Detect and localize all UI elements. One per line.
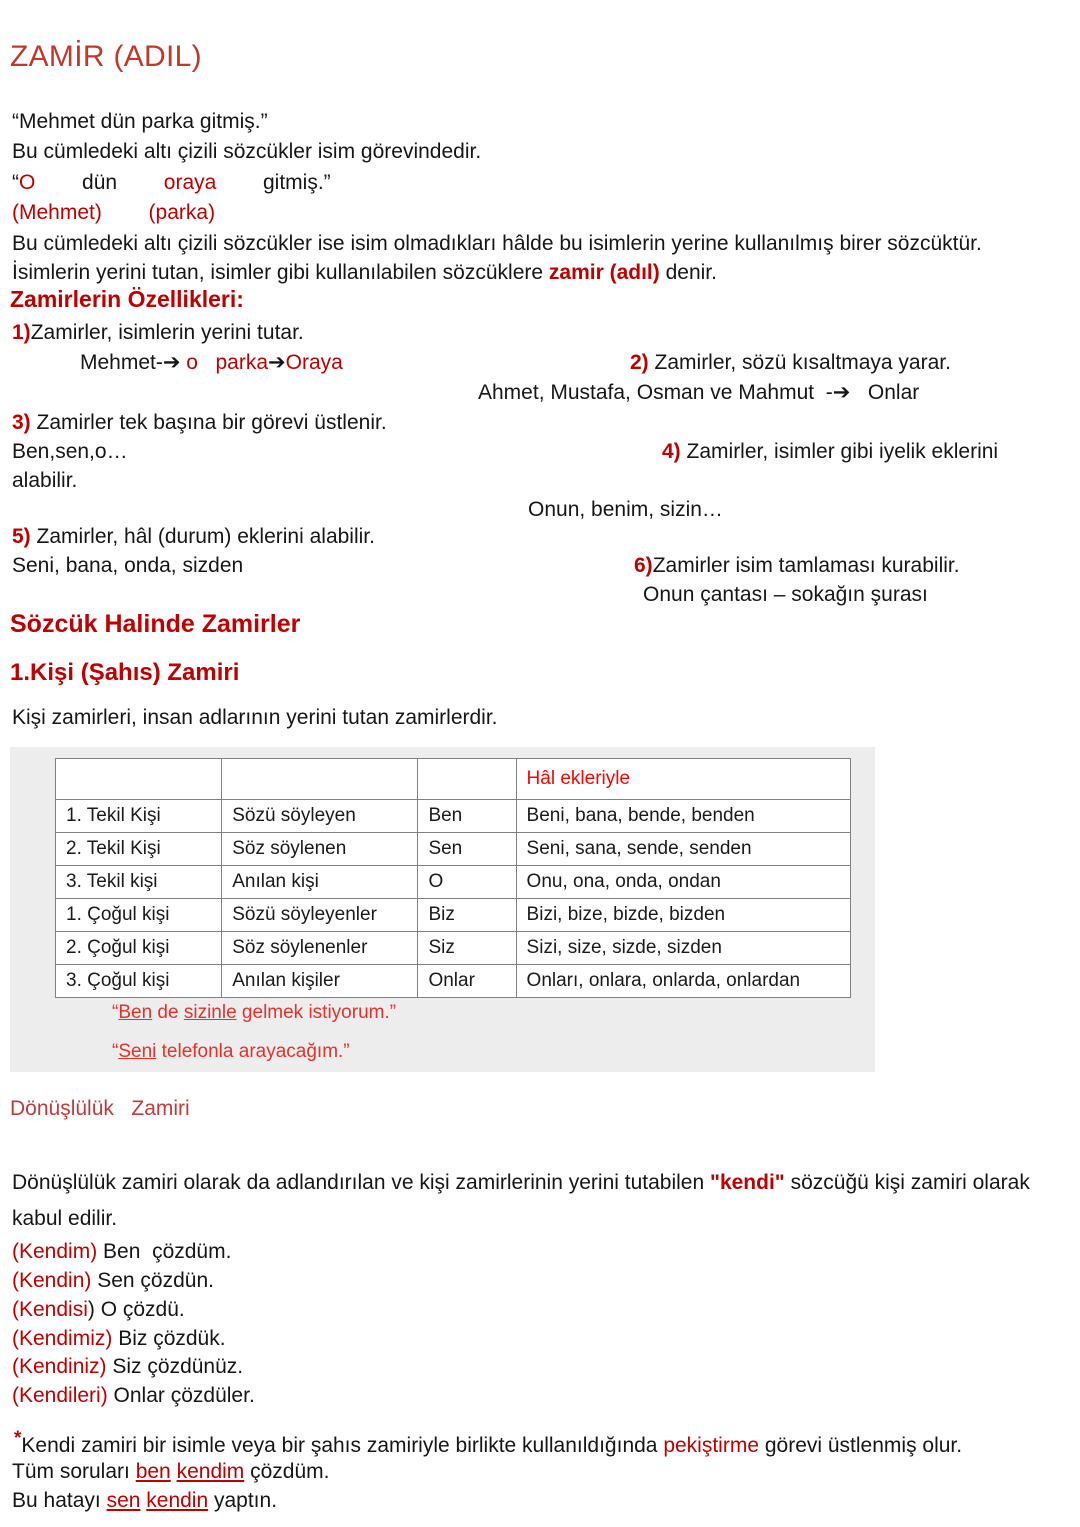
footnote-ex1-underlined-ben: ben bbox=[135, 1460, 171, 1483]
reflexive-conjugation-4 bbox=[12, 1325, 226, 1353]
property-item-3 bbox=[12, 408, 387, 437]
table-cell-pronoun: O bbox=[418, 866, 516, 899]
reflexive-form-black-2: Sen çözdün. bbox=[91, 1269, 214, 1292]
footnote-ex2-pre: Bu hatayı bbox=[12, 1489, 107, 1512]
example-1-word-oraya: Oraya bbox=[285, 351, 343, 374]
property-3-example-continued: alabilir. bbox=[12, 469, 78, 492]
table-cell-cases: Bizi, bize, bizde, bizden bbox=[516, 899, 850, 932]
footnote-ex1-post: çözdüm. bbox=[244, 1460, 330, 1483]
example-2-quote-open: “ bbox=[112, 1041, 119, 1062]
reflexive-form-black-5: Siz çözdünüz. bbox=[106, 1355, 244, 1378]
table-cell-cases: Sizi, size, sizde, sizden bbox=[516, 932, 850, 965]
intro-quote: “Mehmet dün parka gitmiş.” bbox=[12, 110, 268, 133]
heading-person-pronoun: 1.Kişi (Şahıs) Zamiri bbox=[10, 659, 240, 686]
table-header-cell-1 bbox=[56, 759, 222, 800]
source-mehmet: (Mehmet) bbox=[12, 201, 102, 224]
reflexive-paragraph-line2: kabul edilir. bbox=[12, 1207, 118, 1230]
page-title: ZAMİR (ADIL) bbox=[10, 40, 202, 73]
property-item-4 bbox=[662, 437, 998, 466]
gap-1 bbox=[35, 171, 82, 194]
arrow-right-icon-2: ➔ bbox=[268, 351, 286, 374]
property-1-text: Zamirler, isimlerin yerini tutar. bbox=[30, 321, 304, 344]
table-cell-cases: Onları, onlara, onlarda, onlardan bbox=[516, 965, 850, 998]
reflexive-form-red-3: (Kendisi bbox=[12, 1298, 88, 1321]
table-example-sentence-1 bbox=[112, 1002, 396, 1024]
footnote-example-1 bbox=[12, 1460, 330, 1484]
table-row bbox=[56, 833, 851, 866]
intro-note: Bu cümledeki altı çizili sözcükler isim görevindedir. bbox=[12, 140, 482, 163]
property-5-example: Seni, bana, onda, sizden bbox=[12, 554, 244, 577]
table-row bbox=[56, 965, 851, 998]
table-cell-definition: Sözü söyleyenler bbox=[222, 899, 418, 932]
pronoun-sentence bbox=[12, 168, 331, 197]
example-1-underlined-ben: Ben bbox=[118, 1002, 153, 1023]
gap-2 bbox=[117, 171, 164, 194]
property-3-text: Zamirler tek başına bir görevi üstlenir. bbox=[30, 411, 387, 434]
table-header-cell-2 bbox=[222, 759, 418, 800]
example-1-quote-open: “ bbox=[112, 1002, 119, 1023]
footnote-ex2-underlined-sen: sen bbox=[106, 1489, 141, 1512]
example-2-underlined-seni: Seni bbox=[118, 1041, 157, 1062]
property-5-text: Zamirler, hâl (durum) eklerini alabilir. bbox=[30, 525, 375, 548]
example-1-word-o: o parka bbox=[180, 351, 269, 374]
table-cell-person: 1. Çoğul kişi bbox=[56, 899, 222, 932]
footnote-note bbox=[14, 1428, 1064, 1458]
footnote-highlight-pekistirme: pekiştirme bbox=[663, 1434, 760, 1457]
word-dun: dün bbox=[82, 171, 118, 194]
property-item-2 bbox=[630, 348, 951, 377]
reflexive-form-black-6: Onlar çözdüler. bbox=[107, 1384, 255, 1407]
table-cell-definition: Söz söylenenler bbox=[222, 932, 418, 965]
reflexive-form-black-3: ) O çözdü. bbox=[87, 1298, 185, 1321]
pronoun-word-oraya: oraya bbox=[163, 171, 217, 194]
reflexive-para-after: sözcüğü kişi zamiri olarak bbox=[784, 1171, 1030, 1194]
reflexive-paragraph bbox=[12, 1166, 1070, 1200]
table-row bbox=[56, 800, 851, 833]
table-cell-cases: Seni, sana, sende, senden bbox=[516, 833, 850, 866]
footnote-after: görevi üstlenmiş olur. bbox=[759, 1434, 963, 1457]
example-2-rest: telefonla arayacağım.” bbox=[156, 1041, 350, 1062]
table-row bbox=[56, 866, 851, 899]
reflexive-form-black-4: Biz çözdük. bbox=[112, 1327, 226, 1350]
table-header-cell-3 bbox=[418, 759, 516, 800]
property-4-number: 4) bbox=[662, 440, 681, 463]
pronoun-table-header bbox=[56, 759, 851, 800]
arrow-right-icon: ➔ bbox=[162, 351, 181, 374]
example-1-underlined-sizinle: sizinle bbox=[183, 1002, 237, 1023]
example-1-part-1: Mehmet- bbox=[80, 351, 163, 374]
table-cell-definition: Anılan kişi bbox=[222, 866, 418, 899]
table-cell-definition: Anılan kişiler bbox=[222, 965, 418, 998]
quote-open: “ bbox=[12, 171, 19, 194]
table-cell-pronoun: Onlar bbox=[418, 965, 516, 998]
table-example-sentence-2 bbox=[112, 1041, 350, 1063]
footnote-before: Kendi zamiri bir isimle veya bir şahıs zamiriyle birlikte kullanıldığında bbox=[21, 1434, 664, 1457]
property-3-number: 3) bbox=[12, 411, 31, 434]
table-header-row bbox=[56, 759, 851, 800]
table-cell-cases: Onu, ona, onda, ondan bbox=[516, 866, 850, 899]
table-cell-pronoun: Siz bbox=[418, 932, 516, 965]
reflexive-form-black-1: Ben çözdüm. bbox=[97, 1240, 232, 1263]
property-6-example: Onun çantası – sokağın şurası bbox=[643, 583, 928, 606]
pronoun-table bbox=[55, 758, 851, 998]
property-5-number: 5) bbox=[12, 525, 31, 548]
reflexive-conjugation-2 bbox=[12, 1267, 214, 1295]
person-pronoun-description: Kişi zamirleri, insan adlarının yerini tutan zamirlerdir. bbox=[12, 706, 498, 729]
property-2-example: Ahmet, Mustafa, Osman ve Mahmut -➔ Onlar bbox=[478, 381, 920, 404]
heading-reflexive-pronoun: Dönüşlülük Zamiri bbox=[10, 1097, 190, 1120]
property-2-number: 2) bbox=[630, 351, 649, 374]
property-item-6 bbox=[634, 551, 960, 580]
footnote-example-2 bbox=[12, 1489, 277, 1513]
footnote-ex1-underlined-kendim: kendim bbox=[176, 1460, 245, 1483]
example-1-rest: gelmek istiyorum.” bbox=[236, 1002, 397, 1023]
example-1-mid: de bbox=[152, 1002, 184, 1023]
term-kendi: "kendi" bbox=[709, 1171, 785, 1194]
reflexive-form-red-2: (Kendin) bbox=[12, 1269, 92, 1292]
table-header-cell-hal-ekleriyle: Hâl ekleriyle bbox=[516, 759, 850, 800]
footnote-ex2-post: yaptın. bbox=[208, 1489, 278, 1512]
reflexive-form-red-6: (Kendileri) bbox=[12, 1384, 108, 1407]
source-parka: (parka) bbox=[148, 201, 216, 224]
table-cell-definition: Söz söylenen bbox=[222, 833, 418, 866]
reflexive-form-red-4: (Kendimiz) bbox=[12, 1327, 113, 1350]
reflexive-form-red-1: (Kendim) bbox=[12, 1240, 98, 1263]
source-gap bbox=[102, 201, 149, 224]
reflexive-conjugation-5 bbox=[12, 1353, 243, 1381]
pronoun-table-body bbox=[56, 800, 851, 998]
gap-3 bbox=[216, 171, 263, 194]
reflexive-conjugation-6 bbox=[12, 1382, 255, 1410]
table-row bbox=[56, 932, 851, 965]
property-4-text: Zamirler, isimler gibi iyelik eklerini bbox=[680, 440, 999, 463]
explanation-line-2 bbox=[12, 258, 1072, 288]
table-cell-pronoun: Ben bbox=[418, 800, 516, 833]
reflexive-conjugation-3 bbox=[12, 1296, 185, 1324]
reflexive-form-red-5: (Kendiniz) bbox=[12, 1355, 107, 1378]
property-6-text: Zamirler isim tamlaması kurabilir. bbox=[652, 554, 960, 577]
property-4-example: Onun, benim, sizin… bbox=[528, 498, 723, 521]
explanation-2-after: denir. bbox=[659, 261, 717, 284]
reflexive-para-before: Dönüşlülük zamiri olarak da adlandırılan ve kişi zamirlerinin yerini tutabilen bbox=[12, 1171, 710, 1194]
table-cell-person: 1. Tekil Kişi bbox=[56, 800, 222, 833]
table-cell-person: 2. Çoğul kişi bbox=[56, 932, 222, 965]
table-cell-definition: Sözü söyleyen bbox=[222, 800, 418, 833]
table-cell-person: 3. Çoğul kişi bbox=[56, 965, 222, 998]
table-cell-pronoun: Sen bbox=[418, 833, 516, 866]
property-1-number: 1) bbox=[12, 321, 31, 344]
table-cell-cases: Beni, bana, bende, benden bbox=[516, 800, 850, 833]
table-cell-pronoun: Biz bbox=[418, 899, 516, 932]
property-6-number: 6) bbox=[634, 554, 653, 577]
footnote-ex2-underlined-kendin: kendin bbox=[146, 1489, 209, 1512]
property-2-text: Zamirler, sözü kısaltmaya yarar. bbox=[648, 351, 951, 374]
property-3-example: Ben,sen,o… bbox=[12, 440, 128, 463]
asterisk-icon: * bbox=[14, 1428, 22, 1449]
reflexive-conjugation-1 bbox=[12, 1238, 231, 1266]
property-item-1 bbox=[12, 318, 304, 347]
word-gitmis: gitmiş.” bbox=[262, 171, 331, 194]
property-1-example bbox=[80, 348, 343, 377]
table-row bbox=[56, 899, 851, 932]
heading-word-pronouns: Sözcük Halinde Zamirler bbox=[10, 610, 301, 638]
term-zamir-adil: zamir (adıl) bbox=[548, 261, 660, 284]
property-item-5 bbox=[12, 522, 375, 551]
table-cell-person: 3. Tekil kişi bbox=[56, 866, 222, 899]
pronoun-word-o: O bbox=[19, 171, 36, 194]
table-cell-person: 2. Tekil Kişi bbox=[56, 833, 222, 866]
heading-pronoun-properties: Zamirlerin Özellikleri: bbox=[10, 286, 244, 312]
explanation-2-before: İsimlerin yerini tutan, isimler gibi kullanılabilen sözcüklere bbox=[12, 261, 549, 284]
pronoun-sources bbox=[12, 198, 215, 227]
footnote-ex1-pre: Tüm soruları bbox=[12, 1460, 136, 1483]
explanation-line-1: Bu cümledeki altı çizili sözcükler ise isim olmadıkları hâlde bu isimlerin yerine kullanılmış birer sözcüktür. bbox=[12, 232, 982, 255]
